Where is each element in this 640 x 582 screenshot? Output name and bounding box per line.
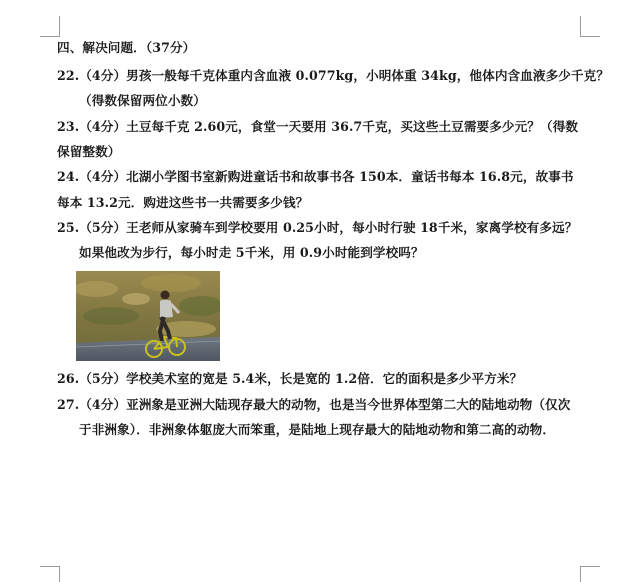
corner-mark-top-left-v	[59, 16, 60, 36]
question-23-line-1: 23.（4分）土豆每千克 2.60元，食堂一天要用 36.7千克，买这些土豆需要多少元？（得数	[57, 119, 579, 134]
question-25-line-1: 25.（5分）王老师从家骑车到学校要用 0.25小时，每小时行驶 18千米，家离学校有多远？	[57, 220, 578, 235]
section-title: 四、解决问题．（37分）	[57, 40, 196, 55]
corner-mark-bottom-right-v	[580, 566, 581, 582]
corner-mark-bottom-left-v	[59, 566, 60, 582]
corner-mark-bottom-left-h	[40, 566, 60, 567]
question-25-line-2: 如果他改为步行，每小时走 5千米，用 0.9小时能到学校吗？	[79, 245, 424, 260]
cyclist-photo	[76, 271, 220, 361]
question-27-line-2: 于非洲象）．非洲象体躯庞大而笨重，是陆地上现存最大的陆地动物和第二高的动物．	[79, 422, 556, 437]
question-22-line-2: （得数保留两位小数）	[79, 93, 206, 108]
question-27-line-1: 27.（4分）亚洲象是亚洲大陆现存最大的动物，也是当今世界体型第二大的陆地动物（仅次	[57, 397, 571, 412]
corner-mark-top-right-v	[580, 16, 581, 36]
corner-mark-bottom-right-h	[580, 566, 600, 567]
question-22-line-1: 22.（4分）男孩一般每千克体重内含血液 0.077kg，小明体重 34kg，他体内含血液多少千克？	[57, 68, 610, 83]
corner-mark-top-left-h	[40, 36, 60, 37]
question-24-line-2: 每本 13.2元．购进这些书一共需要多少钱？	[57, 195, 309, 210]
question-23-line-2: 保留整数）	[57, 144, 121, 159]
question-26-line-1: 26.（5分）学校美术室的宽是 5.4米，长是宽的 1.2倍．它的面积是多少平方米？	[57, 371, 523, 386]
question-24-line-1: 24.（4分）北湖小学图书室新购进童话书和故事书各 150本．童话书每本 16.8元，故事书	[57, 169, 574, 184]
corner-mark-top-right-h	[580, 36, 600, 37]
